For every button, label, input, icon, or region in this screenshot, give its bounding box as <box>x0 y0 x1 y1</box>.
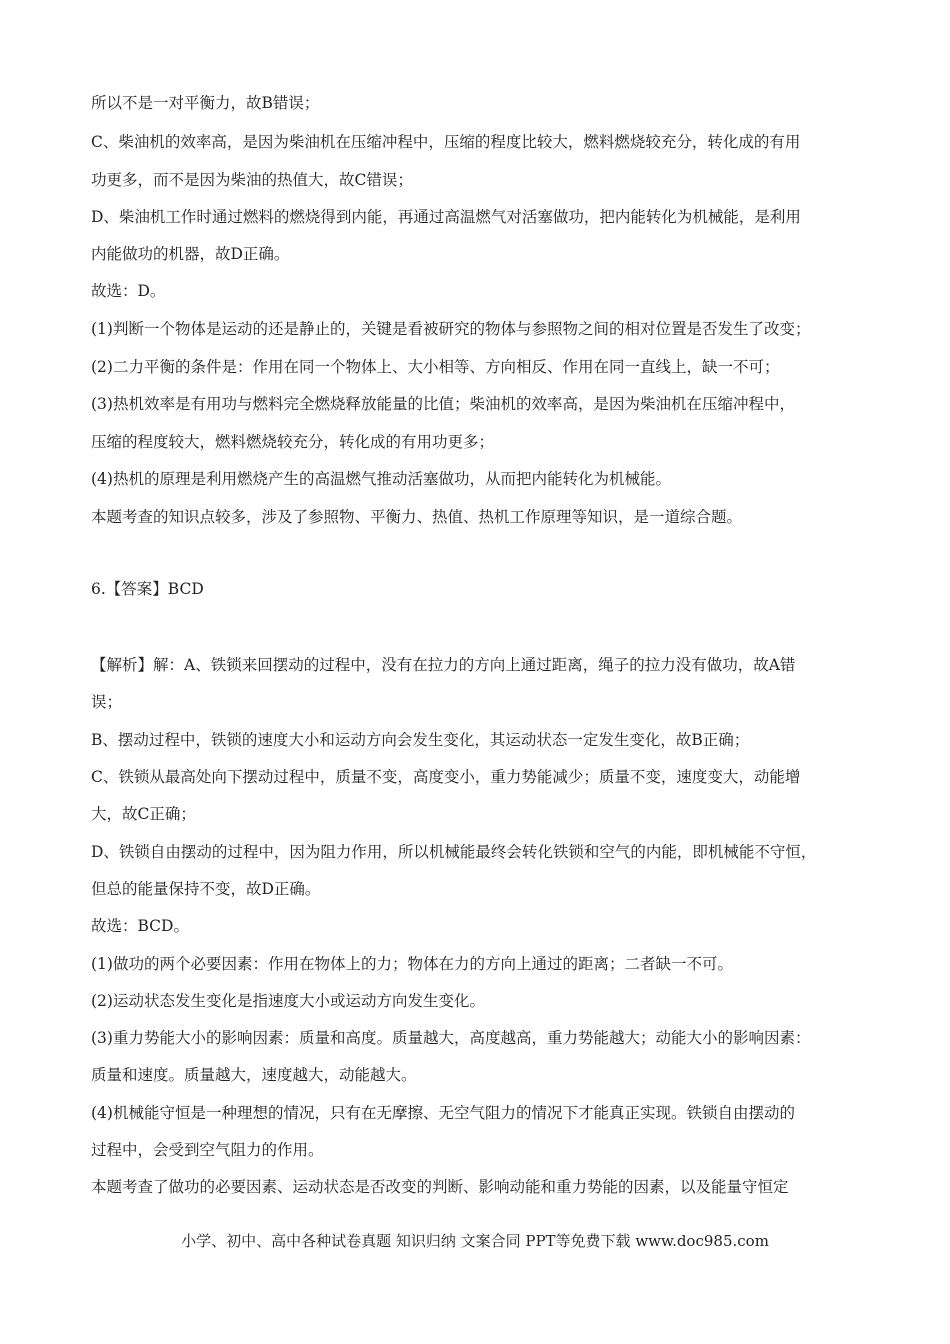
text-line: 所以不是一对平衡力，故B错误； <box>91 94 320 112</box>
text-line: D、铁锁自由摆动的过程中，因为阻力作用，所以机械能最终会转化铁锁和空气的内能，即机械能不守恒， <box>91 843 817 861</box>
text-line: 【解析】解：A、铁锁来回摆动的过程中，没有在拉力的方向上通过距离，绳子的拉力没有做功，故A错 <box>91 656 796 674</box>
page-footer: 小学、初中、高中各种试卷真题 知识归纳 文案合同 PPT等免费下载 www.doc985.com <box>181 1232 769 1250</box>
text-line: D、柴油机工作时通过燃料的燃烧得到内能，再通过高温燃气对活塞做功，把内能转化为机械能，是利用 <box>91 208 801 226</box>
text-line: (2)二力平衡的条件是：作用在同一个物体上、大小相等、方向相反、作用在同一直线上，缺一不可； <box>91 358 780 376</box>
text-line: C、柴油机的效率高，是因为柴油机在压缩冲程中，压缩的程度比较大，燃料燃烧较充分，转化成的有用 <box>91 133 801 151</box>
text-line: 本题考查了做功的必要因素、运动状态是否改变的判断、影响动能和重力势能的因素，以及能量守恒定 <box>91 1178 789 1196</box>
text-line: 故选：BCD。 <box>91 917 189 935</box>
text-line: 压缩的程度较大，燃料燃烧较充分，转化成的有用功更多； <box>91 433 495 451</box>
text-line: (4)热机的原理是利用燃烧产生的高温燃气推动活塞做功，从而把内能转化为机械能。 <box>91 470 671 488</box>
text-line: (1)判断一个物体是运动的还是静止的，关键是看被研究的物体与参照物之间的相对位置是否发生了改变； <box>91 320 811 338</box>
text-line: 本题考查的知识点较多，涉及了参照物、平衡力、热值、热机工作原理等知识，是一道综合题。 <box>91 508 743 526</box>
text-line: 过程中，会受到空气阻力的作用。 <box>91 1141 324 1159</box>
text-line: 功更多，而不是因为柴油的热值大，故C错误； <box>91 171 413 189</box>
text-line: (1)做功的两个必要因素：作用在物体上的力；物体在力的方向上通过的距离；二者缺一不可。 <box>91 955 733 973</box>
text-line: 质量和速度。质量越大，速度越大，动能越大。 <box>91 1066 417 1084</box>
text-line: 大，故C正确； <box>91 805 196 823</box>
text-line: 内能做功的机器，故D正确。 <box>91 245 290 263</box>
text-line: (3)热机效率是有用功与燃料完全燃烧释放能量的比值；柴油机的效率高，是因为柴油机在压缩冲程中， <box>91 395 795 413</box>
text-line: 故选：D。 <box>91 282 166 300</box>
answer-heading: 6.【答案】BCD <box>91 580 204 598</box>
text-line: (3)重力势能大小的影响因素：质量和高度。质量越大，高度越高，重力势能越大；动能大小的影响因素： <box>91 1029 811 1047</box>
text-line: (4)机械能守恒是一种理想的情况，只有在无摩擦、无空气阻力的情况下才能真正实现。铁锁自由摆动的 <box>91 1104 795 1122</box>
text-line: 误； <box>91 693 123 711</box>
text-line: B、摆动过程中，铁锁的速度大小和运动方向会发生变化，其运动状态一定发生变化，故B正确； <box>91 731 750 749</box>
text-line: C、铁锁从最高处向下摆动过程中，质量不变，高度变小，重力势能减少；质量不变，速度变大，动能增 <box>91 768 801 786</box>
text-line: (2)运动状态发生变化是指速度大小或运动方向发生变化。 <box>91 992 485 1010</box>
text-line: 但总的能量保持不变，故D正确。 <box>91 880 321 898</box>
